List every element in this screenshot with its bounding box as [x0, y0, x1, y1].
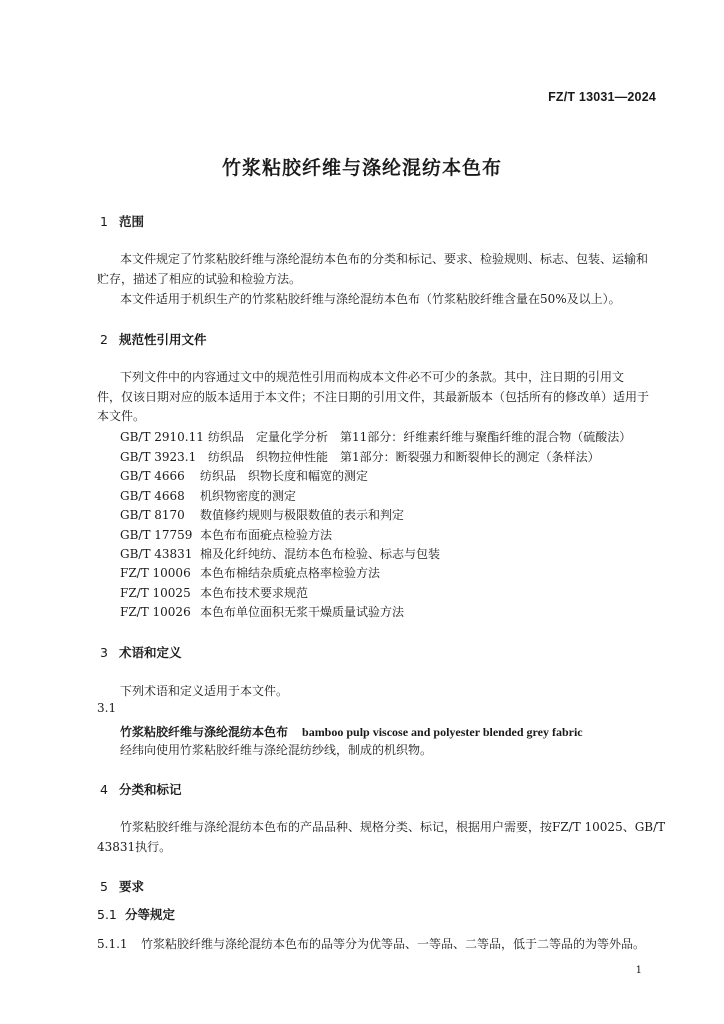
section-title: 术语和定义 [119, 645, 182, 660]
reference-code: GB/T 8170 [120, 508, 185, 522]
references-intro-line-1: 下列文件中的内容通过文中的规范性引用而构成本文件必不可少的条款。其中，注日期的引用文 [120, 370, 625, 384]
subsection-5-1-heading [97, 905, 175, 923]
subsection-title: 分等规定 [125, 907, 176, 922]
clause-number: 5.1.1 [97, 937, 128, 951]
section-title: 规范性引用文件 [119, 332, 207, 347]
reference-code: FZ/T 10026 [120, 605, 191, 619]
page-number: 1 [635, 965, 642, 976]
reference-item [120, 506, 404, 523]
reference-item [120, 564, 380, 581]
reference-title: 本色布技术要求规范 [200, 586, 309, 600]
reference-item [120, 467, 368, 484]
reference-code: GB/T 3923.1 [120, 450, 197, 464]
reference-code: GB/T 2910.11 [120, 430, 204, 444]
section-1-heading [100, 212, 144, 230]
section-2-heading [100, 330, 207, 348]
section-title: 要求 [119, 879, 145, 894]
section-5-heading [100, 877, 144, 895]
section-3-heading [100, 643, 182, 661]
reference-title: 本色布单位面积无浆干燥质量试验方法 [200, 605, 405, 619]
references-intro-line-3: 本文件。 [97, 409, 146, 423]
reference-code: FZ/T 10025 [120, 586, 191, 600]
reference-title: 棉及化纤纯纺、混纺本色布检验、标志与包装 [200, 547, 441, 561]
term-definition: 经纬向使用竹浆粘胶纤维与涤纶混纺纱线，制成的机织物。 [120, 743, 433, 757]
term-english: bamboo pulp viscose and polyester blended grey fabric [302, 725, 583, 739]
reference-code: GB/T 17759 [120, 528, 193, 542]
section-title: 范围 [119, 214, 145, 229]
reference-item [120, 448, 600, 465]
section-number: 1 [100, 214, 108, 229]
clause-5-1-1 [97, 935, 645, 952]
reference-code: GB/T 4668 [120, 489, 185, 503]
reference-item [120, 487, 296, 504]
reference-title: 纺织品 织物长度和幅宽的测定 [200, 469, 369, 483]
reference-code: GB/T 43831 [120, 547, 193, 561]
scope-paragraph-1-line-2: 贮存，描述了相应的试验和检验方法。 [97, 272, 302, 286]
section-number: 3 [100, 645, 108, 660]
terms-intro: 下列术语和定义适用于本文件。 [120, 684, 289, 698]
reference-title: 本色布布面疵点检验方法 [200, 528, 333, 542]
classification-paragraph-line-2: 43831执行。 [97, 840, 172, 854]
reference-item [120, 603, 404, 620]
section-number: 4 [100, 782, 108, 797]
scope-paragraph-2: 本文件适用于机织生产的竹浆粘胶纤维与涤纶混纺本色布（竹浆粘胶纤维含量在50%及以上）。 [120, 292, 621, 306]
standard-number: FZ/T 13031—2024 [548, 90, 656, 104]
classification-paragraph-line-1: 竹浆粘胶纤维与涤纶混纺本色布的产品品种、规格分类、标记，根据用户需要，按FZ/T 10025、GB/T [120, 820, 666, 834]
term-chinese: 竹浆粘胶纤维与涤纶混纺本色布 [120, 725, 289, 739]
reference-title: 数值修约规则与极限数值的表示和判定 [200, 508, 405, 522]
reference-title: 本色布棉结杂质疵点格率检验方法 [200, 566, 381, 580]
reference-title: 纺织品 定量化学分析 第11部分：纤维素纤维与聚酯纤维的混合物（硫酸法） [208, 430, 632, 444]
document-title: 竹浆粘胶纤维与涤纶混纺本色布 [221, 157, 502, 179]
reference-item [120, 526, 332, 543]
scope-paragraph-1-line-1: 本文件规定了竹浆粘胶纤维与涤纶混纺本色布的分类和标记、要求、检验规则、标志、包装、运输和 [120, 252, 649, 266]
reference-item [120, 428, 631, 445]
reference-code: GB/T 4666 [120, 469, 185, 483]
term-entry [120, 721, 583, 740]
reference-item [120, 545, 440, 562]
term-number: 3.1 [97, 701, 117, 715]
section-number: 5 [100, 879, 108, 894]
references-intro-line-2: 件，仅该日期对应的版本适用于本文件；不注日期的引用文件，其最新版本（包括所有的修改单）适用于 [97, 390, 650, 404]
reference-code: FZ/T 10006 [120, 566, 191, 580]
clause-text: 竹浆粘胶纤维与涤纶混纺本色布的品等分为优等品、一等品、二等品，低于二等品的为等外品。 [141, 937, 646, 951]
section-title: 分类和标记 [119, 782, 182, 797]
reference-title: 机织物密度的测定 [200, 489, 297, 503]
reference-title: 纺织品 织物拉伸性能 第1部分：断裂强力和断裂伸长的测定（条样法） [208, 450, 600, 464]
section-number: 2 [100, 332, 108, 347]
reference-item [120, 584, 308, 601]
section-4-heading [100, 780, 182, 798]
subsection-number: 5.1 [97, 907, 117, 922]
